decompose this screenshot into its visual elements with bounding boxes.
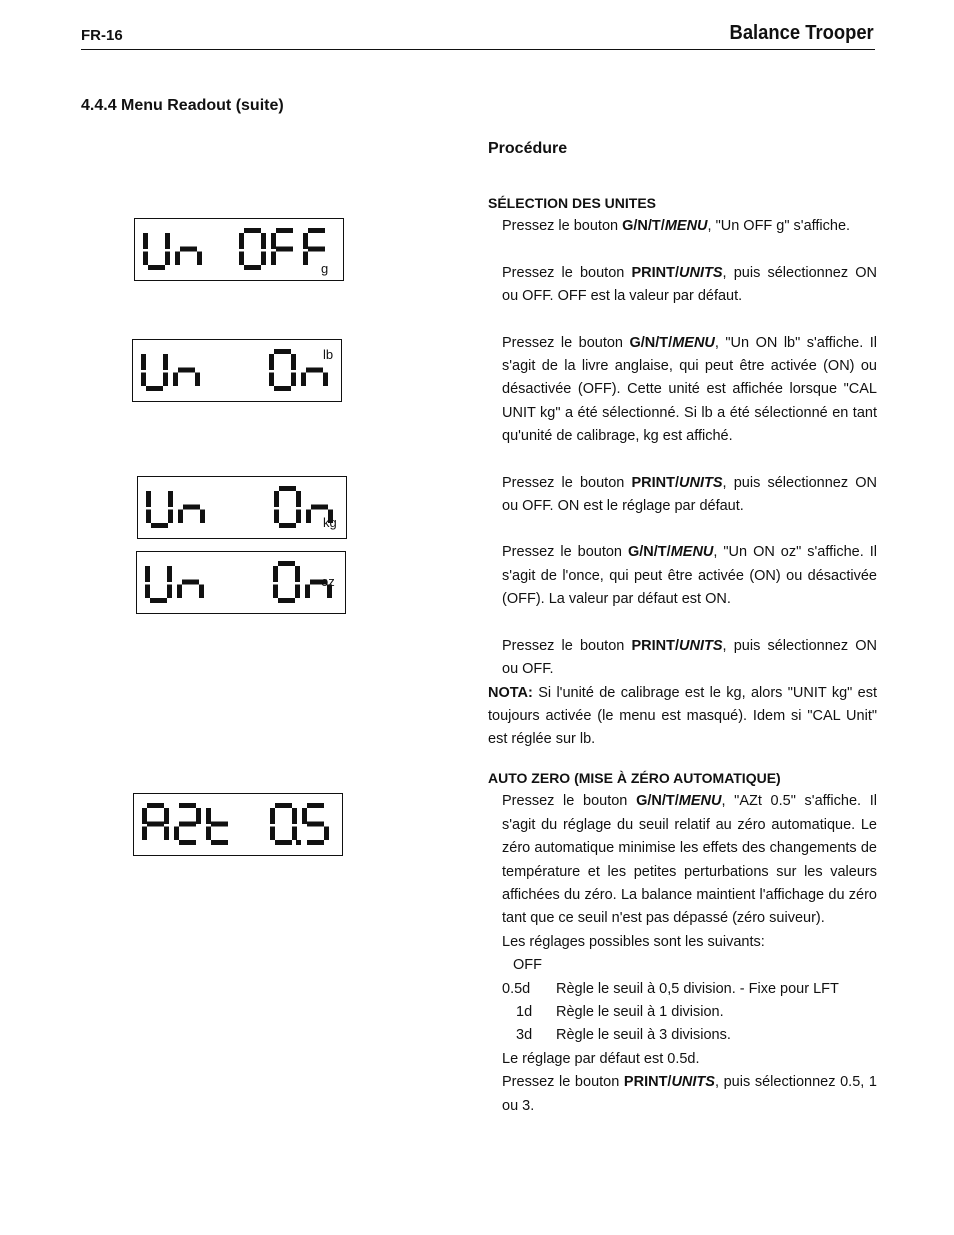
lcd-segment (239, 252, 244, 266)
section-title: 4.4.4 Menu Readout (suite) (81, 97, 284, 114)
lcd-segment (141, 354, 146, 370)
unit-label: g (321, 261, 329, 276)
lcd-segment (303, 252, 308, 266)
nota-paragraph: NOTA: Si l'unité de calibrage est le kg, alors "UNIT kg" est toujours activée (le menu est masqué). Idem si "CAL Unit" est réglée sur lb. (488, 684, 877, 748)
lcd-segment (271, 233, 276, 249)
lcd-segment (211, 840, 228, 845)
page-number: FR-16 (81, 27, 123, 44)
lcd-segment (274, 491, 279, 507)
lcd-segment (196, 808, 201, 824)
lcd-segment (295, 585, 300, 599)
lcd-display-un-off-g (134, 218, 344, 281)
lcd-segment (274, 386, 291, 391)
paragraph: Pressez le bouton G/N/T/MENU, "Un ON oz" s'affiche. Il s'agit de l'once, qui peut être activée (ON) ou désactivée (OFF). La valeur par défaut est ON. (502, 544, 877, 608)
lcd-segment (324, 827, 329, 841)
lcd-segment (306, 368, 323, 373)
lcd-segment (151, 523, 168, 528)
lcd-segment (195, 373, 200, 387)
unit-label: lb (323, 347, 334, 362)
lcd-segment (276, 247, 293, 252)
lcd-segment (168, 491, 173, 507)
lcd-segment (183, 505, 200, 510)
unit-label: oz (321, 574, 335, 589)
document-title: Balance Trooper (729, 22, 874, 44)
lcd-segment (271, 252, 276, 266)
lcd-segment (295, 566, 300, 582)
lcd-segment (146, 491, 151, 507)
lcd-segment (178, 368, 195, 373)
lcd-segment (165, 252, 170, 266)
lcd-segment (274, 510, 279, 524)
lcd-segment (143, 252, 148, 266)
setting-row: 3d Règle le seuil à 3 divisions. (516, 1027, 731, 1044)
lcd-segment (291, 354, 296, 370)
header-rule (81, 49, 875, 50)
lcd-segment (292, 808, 297, 824)
lcd-segment (307, 840, 324, 845)
lcd-segment (261, 252, 266, 266)
lcd-segment (146, 386, 163, 391)
lcd-segment (179, 803, 196, 808)
lcd-segment (278, 561, 295, 566)
paragraph: Pressez le bouton PRINT/UNITS, puis sélectionnez ON ou OFF. ON est le réglage par défaut. (502, 474, 877, 515)
lcd-segment (142, 808, 147, 824)
lcd-segment (305, 585, 310, 599)
lcd-segment (164, 808, 169, 824)
lcd-segment (142, 827, 147, 841)
settings-intro: Les réglages possibles sont les suivants: (502, 933, 765, 950)
lcd-segment (302, 808, 307, 824)
lcd-segment (182, 580, 199, 585)
default-text: Le réglage par défaut est 0.5d. (502, 1050, 700, 1067)
lcd-segment (164, 827, 169, 841)
lcd-segment (275, 803, 292, 808)
lcd-segment (307, 822, 324, 827)
lcd-segment (307, 803, 324, 808)
lcd-segment (148, 265, 165, 270)
lcd-segment (306, 510, 311, 524)
lcd-segment (143, 233, 148, 249)
lcd-segment (180, 247, 197, 252)
lcd-segment (308, 228, 325, 233)
lcd-segment (279, 486, 296, 491)
lcd-segment (178, 510, 183, 524)
units-heading: SÉLECTION DES UNITES (488, 195, 657, 211)
lcd-segment (150, 598, 167, 603)
units-section (488, 192, 877, 752)
lcd-segment (163, 373, 168, 387)
lcd-segment (273, 585, 278, 599)
lcd-segment (200, 510, 205, 524)
lcd-segment (276, 228, 293, 233)
lcd-segment (244, 228, 261, 233)
lcd-segment (269, 373, 274, 387)
paragraph: Pressez le bouton PRINT/UNITS, puis sélectionnez ON ou OFF. OFF est la valeur par défaut. (502, 264, 877, 305)
lcd-segment (275, 840, 292, 845)
lcd-display-un-on-oz (136, 551, 346, 614)
lcd-decimal-point (296, 840, 301, 845)
lcd-segment (179, 840, 196, 845)
lcd-segment (147, 822, 164, 827)
lcd-segment (175, 252, 180, 266)
lcd-display-un-on-lb (132, 339, 342, 402)
lcd-segment (168, 510, 173, 524)
lcd-segment (296, 510, 301, 524)
lcd-display-azt-0-5 (133, 793, 343, 856)
lcd-segment (179, 822, 196, 827)
lcd-segment (278, 598, 295, 603)
lcd-segment (174, 827, 179, 841)
autozero-section (488, 767, 877, 1118)
setting-row: 1d Règle le seuil à 1 division. (516, 1004, 724, 1021)
lcd-segment (311, 505, 328, 510)
setting-row: OFF (513, 957, 542, 974)
lcd-segment (177, 585, 182, 599)
lcd-segment (165, 233, 170, 249)
procedure-title: Procédure (488, 140, 568, 157)
lcd-segment (173, 373, 178, 387)
lcd-segment (269, 354, 274, 370)
lcd-display-un-on-kg (137, 476, 347, 539)
lcd-segment (274, 349, 291, 354)
lcd-segment (167, 585, 172, 599)
lcd-segment (270, 827, 275, 841)
lcd-segment (141, 373, 146, 387)
lcd-segment (301, 373, 306, 387)
lcd-segment (291, 373, 296, 387)
lcd-segment (206, 808, 211, 824)
lcd-segment (308, 247, 325, 252)
lcd-segment (239, 233, 244, 249)
lcd-segment (163, 354, 168, 370)
lcd-segment (270, 808, 275, 824)
lcd-segment (303, 233, 308, 249)
paragraph: Pressez le bouton PRINT/UNITS, puis sélectionnez 0.5, 1 ou 3. (502, 1074, 877, 1114)
paragraph: Pressez le bouton G/N/T/MENU, "Un OFF g" s'affiche. (502, 218, 851, 235)
setting-row: 0.5d Règle le seuil à 0,5 division. - Fixe pour LFT (502, 980, 839, 997)
lcd-segment (273, 566, 278, 582)
lcd-segment (323, 373, 328, 387)
lcd-segment (292, 827, 297, 841)
lcd-segment (145, 585, 150, 599)
lcd-segment (211, 822, 228, 827)
paragraph: Pressez le bouton G/N/T/MENU, "Un ON lb" s'affiche. Il s'agit de la livre anglaise, qui peut être activée (ON) ou désactivée (OFF). Cette unité est affichée lorsque "CAL UNIT kg" a été sélectionné. Si lb a été sélectionné en tant qu'unité de calibrage, kg est affiché. (502, 334, 877, 445)
lcd-segment (296, 491, 301, 507)
lcd-segment (261, 233, 266, 249)
lcd-segment (147, 803, 164, 808)
paragraph: Pressez le bouton PRINT/UNITS, puis sélectionnez ON ou OFF. (502, 637, 877, 678)
lcd-segment (197, 252, 202, 266)
paragraph: Pressez le bouton G/N/T/MENU, "AZt 0.5" s'affiche. Il s'agit du réglage du seuil relatif au zéro automatique. Le zéro automatique minimise les effets des changements de température et les petites perturbations sur les valeurs affichées du zéro. La balance maintient l'affichage du zéro tant que ce seuil n'est pas dépassé (zéro suiveur). (502, 793, 877, 927)
lcd-segment (244, 265, 261, 270)
lcd-segment (145, 566, 150, 582)
unit-label: kg (323, 515, 337, 530)
lcd-segment (279, 523, 296, 528)
lcd-segment (167, 566, 172, 582)
lcd-segment (206, 827, 211, 841)
lcd-segment (199, 585, 204, 599)
lcd-segment (146, 510, 151, 524)
autozero-heading: AUTO ZERO (MISE À ZÉRO AUTOMATIQUE) (488, 770, 781, 786)
